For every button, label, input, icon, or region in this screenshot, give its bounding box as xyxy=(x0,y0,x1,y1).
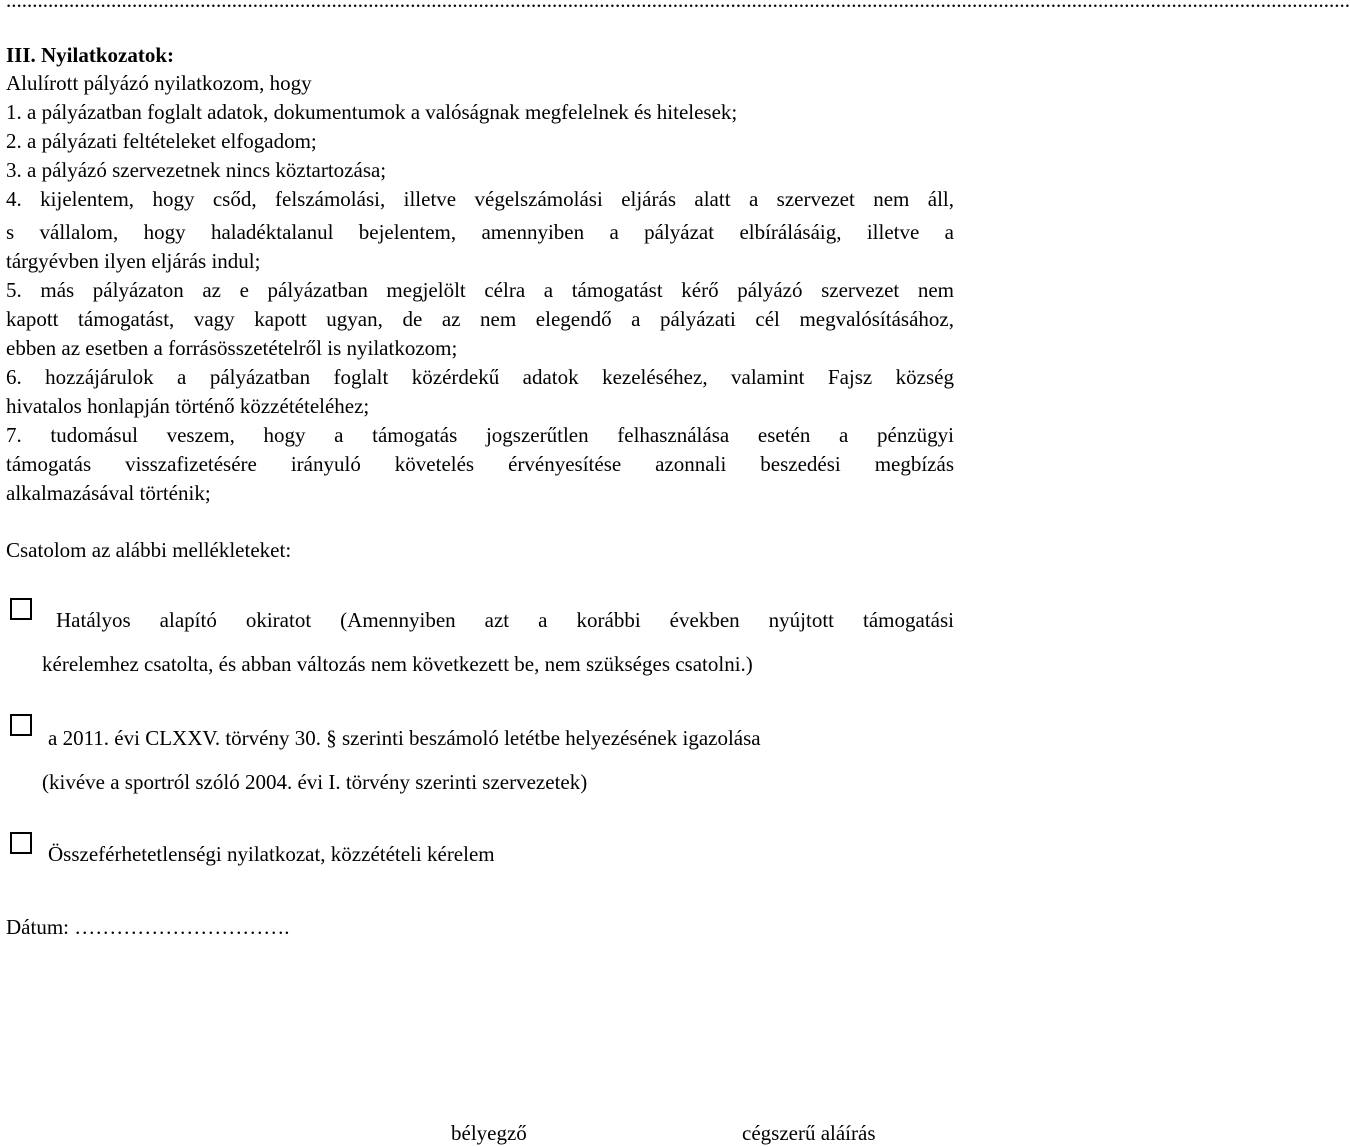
declaration-line: 1. a pályázatban foglalt adatok, dokumentumok a valóságnak megfelelnek és hitelesek; xyxy=(6,100,738,124)
attachment-checkbox-report-deposit[interactable] xyxy=(10,714,32,736)
date-field: Dátum: …………………………. xyxy=(6,915,290,939)
declaration-intro: Alulírott pályázó nyilatkozom, hogy xyxy=(6,71,312,95)
declaration-line: s vállalom, hogy haladéktalanul bejelentem, amennyiben a pályázat elbírálásáig, illetve a xyxy=(6,220,954,244)
company-signature-label: cégszerű aláírás xyxy=(742,1121,876,1145)
stamp-label: bélyegző xyxy=(451,1121,527,1145)
section-heading: III. Nyilatkozatok: xyxy=(6,43,175,67)
declaration-line: kapott támogatást, vagy kapott ugyan, de az nem elegendő a pályázati cél megvalósításához, xyxy=(6,307,954,331)
attachment-label: a 2011. évi CLXXV. törvény 30. § szerinti beszámoló letétbe helyezésének igazolása xyxy=(48,726,761,750)
declaration-line: 6. hozzájárulok a pályázatban foglalt közérdekű adatok kezeléséhez, valamint Fajsz község xyxy=(6,365,954,389)
attachment-label-continued: kérelemhez csatolta, és abban változás nem következett be, nem szükséges csatolni.) xyxy=(42,652,753,676)
attachment-label: Hatályos alapító okiratot (Amennyiben azt a korábbi években nyújtott támogatási xyxy=(56,608,954,632)
declaration-line: 4. kijelentem, hogy csőd, felszámolási, illetve végelszámolási eljárás alatt a szervezet nem áll, xyxy=(6,187,954,211)
declaration-line: támogatás visszafizetésére irányuló követelés érvényesítése azonnali beszedési megbízás xyxy=(6,452,954,476)
declaration-line: alkalmazásával történik; xyxy=(6,481,211,505)
declaration-line: 5. más pályázaton az e pályázatban megjelölt célra a támogatást kérő pályázó szervezet nem xyxy=(6,278,954,302)
attachments-title: Csatolom az alábbi mellékleteket: xyxy=(6,538,292,562)
attachment-label-continued: (kivéve a sportról szóló 2004. évi I. törvény szerinti szervezetek) xyxy=(42,770,588,794)
attachment-label: Összeférhetetlenségi nyilatkozat, közzétételi kérelem xyxy=(48,842,495,866)
attachment-checkbox-conflict-of-interest[interactable] xyxy=(10,832,32,854)
declaration-line: 3. a pályázó szervezetnek nincs köztartozása; xyxy=(6,158,387,182)
declaration-line: 2. a pályázati feltételeket elfogadom; xyxy=(6,129,317,153)
declaration-line: hivatalos honlapján történő közzétételéhez; xyxy=(6,394,370,418)
attachment-checkbox-founding-document[interactable] xyxy=(10,598,32,620)
declaration-line: 7. tudomásul veszem, hogy a támogatás jogszerűtlen felhasználása esetén a pénzügyi xyxy=(6,423,954,447)
top-dotted-line: ................................................................................................................................................................................................................................................................ xyxy=(6,0,1350,12)
declaration-line: tárgyévben ilyen eljárás indul; xyxy=(6,249,261,273)
declaration-line: ebben az esetben a forrásösszetételről is nyilatkozom; xyxy=(6,336,458,360)
